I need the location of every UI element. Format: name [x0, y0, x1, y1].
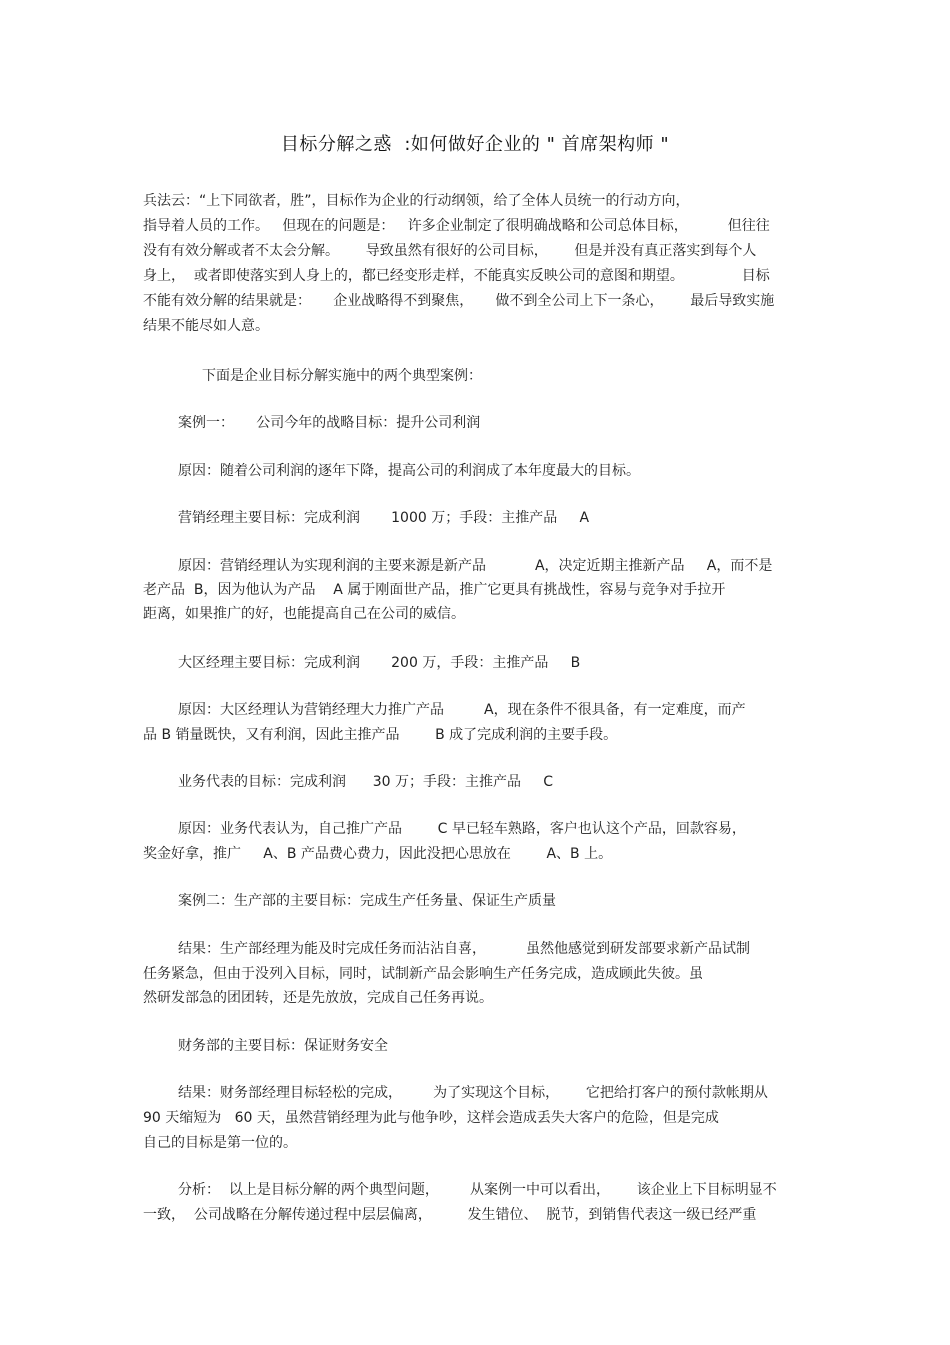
case-one-reason: 原因：随着公司利润的逐年下降，提高公司的利润成了本年度最大的目标。 [178, 463, 640, 479]
intro-paragraph-line: 结果不能尽如人意。 [143, 318, 269, 334]
intro-paragraph-line: 指导着人员的工作。 但现在的问题是： 许多企业制定了很明确战略和公司总体目标， 但往往 [143, 218, 770, 234]
intro-paragraph-line: 身上， 或者即使落实到人身上的，都已经变形走样，不能真实反映公司的意图和期望。 目标 [143, 268, 770, 284]
finance-goal: 财务部的主要目标：保证财务安全 [178, 1038, 388, 1054]
regional-manager-goal: 大区经理主要目标：完成利润 200 万，手段：主推产品 B [178, 655, 581, 671]
marketing-manager-reason-line: 原因：营销经理认为实现利润的主要来源是新产品 A，决定近期主推新产品 A，而不是 [178, 558, 773, 574]
regional-manager-reason-line: 原因：大区经理认为营销经理大力推广产品 A，现在条件不很具备，有一定难度，而产 [178, 702, 746, 718]
finance-result-line: 结果：财务部经理目标轻松的完成， 为了实现这个目标， 它把给打客户的预付款帐期从 [178, 1085, 768, 1101]
sales-rep-goal: 业务代表的目标：完成利润 30 万；手段：主推产品 C [178, 774, 553, 790]
document-title: 目标分解之惑 :如何做好企业的 " 首席架构师 " [280, 134, 670, 155]
intro-paragraph-line: 兵法云：“上下同欲者，胜”，目标作为企业的行动纲领，给了全体人员统一的行动方向， [143, 193, 690, 209]
sales-rep-reason-line: 奖金好拿，推广 A、B 产品费心费力，因此没把心思放在 A、B 上。 [143, 846, 613, 862]
analysis-line: 分析： 以上是目标分解的两个典型问题， 从案例一中可以看出， 该企业上下目标明显不 [178, 1182, 777, 1198]
intro-paragraph-line: 没有有效分解或者不太会分解。 导致虽然有很好的公司目标， 但是并没有真正落实到每个人 [143, 243, 757, 259]
analysis-line: 一致， 公司战略在分解传递过程中层层偏离， 发生错位、 脱节，到销售代表这一级已经严重 [143, 1207, 757, 1223]
finance-result-line: 自己的目标是第一位的。 [143, 1135, 297, 1151]
case-one-heading: 案例一： 公司今年的战略目标：提升公司利润 [178, 415, 481, 431]
marketing-manager-goal: 营销经理主要目标：完成利润 1000 万；手段：主推产品 A [178, 510, 590, 526]
production-result-line: 结果：生产部经理为能及时完成任务而沾沾自喜， 虽然他感觉到研发部要求新产品试制 [178, 941, 751, 957]
cases-intro-line: 下面是企业目标分解实施中的两个典型案例： [202, 368, 482, 384]
regional-manager-reason-line: 品 B 销量既快，又有利润，因此主推产品 B 成了完成利润的主要手段。 [143, 727, 618, 743]
sales-rep-reason-line: 原因：业务代表认为，自己推广产品 C 早已轻车熟路，客户也认这个产品，回款容易， [178, 821, 746, 837]
marketing-manager-reason-line: 老产品 B，因为他认为产品 A 属于刚面世产品，推广它更具有挑战性，容易与竞争对手拉开 [143, 582, 726, 598]
finance-result-line: 90 天缩短为 60 天，虽然营销经理为此与他争吵，这样会造成丢失大客户的危险，但是完成 [143, 1110, 719, 1126]
production-result-line: 任务紧急，但由于没列入目标，同时，试制新产品会影响生产任务完成，造成顾此失彼。虽 [143, 966, 703, 982]
case-two-heading: 案例二：生产部的主要目标：完成生产任务量、保证生产质量 [178, 893, 556, 909]
production-result-line: 然研发部急的团团转，还是先放放，完成自己任务再说。 [143, 990, 493, 1006]
intro-paragraph-line: 不能有效分解的结果就是： 企业战略得不到聚焦， 做不到全公司上下一条心， 最后导致实施 [143, 293, 775, 309]
marketing-manager-reason-line: 距离，如果推广的好，也能提高自己在公司的威信。 [143, 606, 465, 622]
